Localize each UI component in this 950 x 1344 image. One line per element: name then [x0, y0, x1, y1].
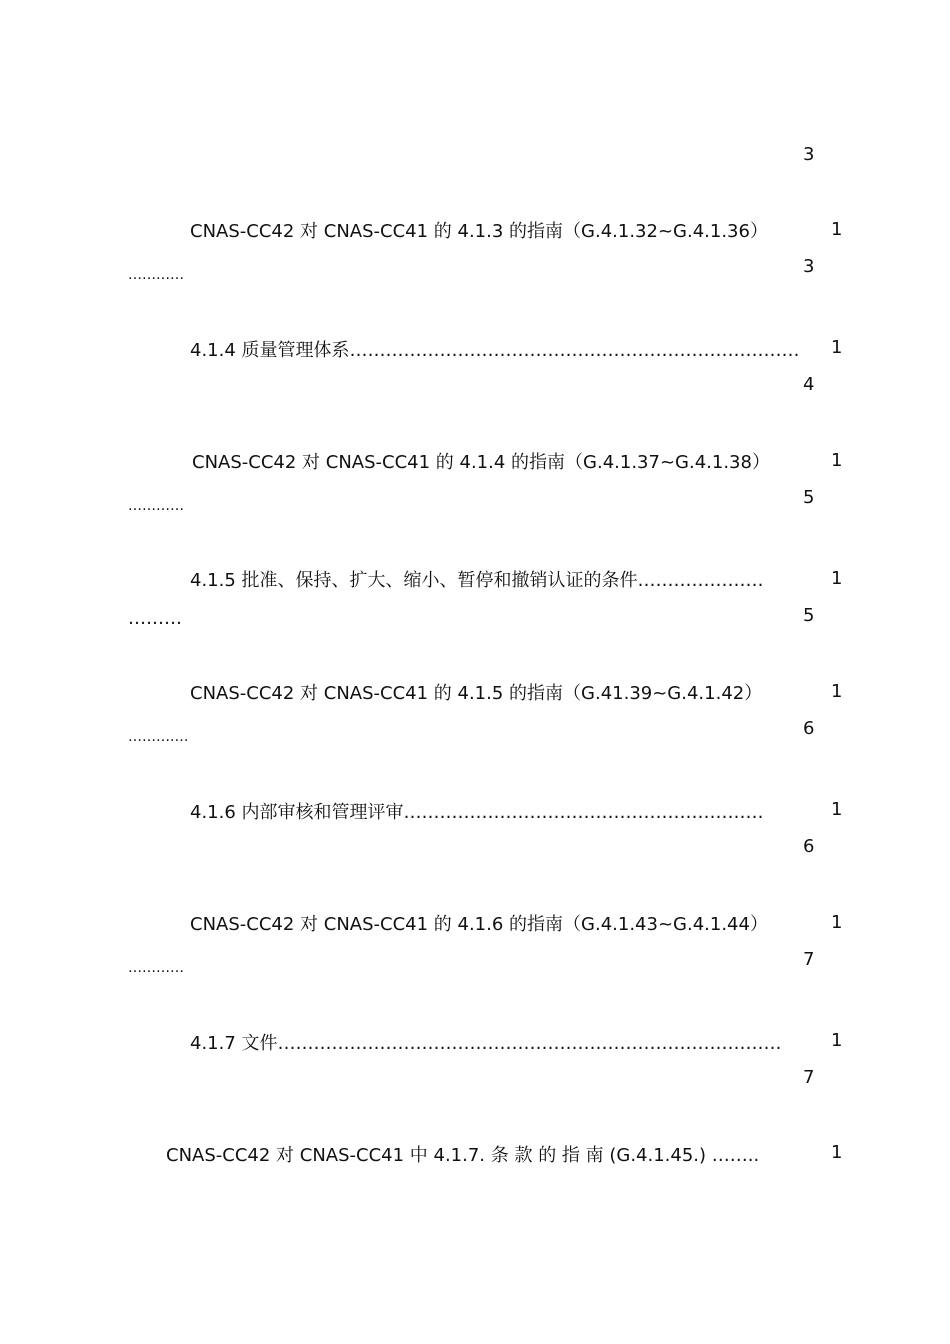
toc-entry-title: 4.1.4 质量管理体系………………………………………………………………… [190, 340, 800, 361]
toc-page-number: 3 [803, 144, 815, 165]
toc-entry-title: CNAS-CC42 对 CNAS-CC41 的 4.1.3 的指南（G.4.1.32~G.4.1.36） [190, 221, 768, 242]
toc-entry-leader: ………… [128, 498, 184, 514]
toc-entry-page-units: 7 [803, 949, 815, 970]
toc-entry-page-units: 4 [803, 374, 815, 395]
toc-entry-page-units: 5 [803, 487, 815, 508]
toc-entry-page-tens: 1 [831, 1142, 843, 1163]
toc-entry-page-tens: 1 [831, 912, 843, 933]
toc-entry-title: CNAS-CC42 对 CNAS-CC41 的 4.1.4 的指南（G.4.1.37~G.4.1.38） [192, 452, 770, 473]
toc-entry-page-units: 7 [803, 1067, 815, 1088]
toc-entry-page-tens: 1 [831, 450, 843, 471]
toc-entry-page-tens: 1 [831, 337, 843, 358]
toc-entry-leader: ……… [128, 608, 182, 629]
toc-entry-page-tens: 1 [831, 1030, 843, 1051]
toc-entry-page-units: 6 [803, 718, 815, 739]
toc-entry-leader: ………… [128, 267, 184, 283]
toc-entry-page-units: 6 [803, 836, 815, 857]
toc-entry-title: 4.1.5 批准、保持、扩大、缩小、暂停和撤销认证的条件………………… [190, 570, 764, 591]
toc-entry-page-tens: 1 [831, 681, 843, 702]
toc-entry-title: CNAS-CC42 对 CNAS-CC41 的 4.1.6 的指南（G.4.1.43~G.4.1.44） [190, 914, 768, 935]
toc-entry-page-units: 3 [803, 256, 815, 277]
toc-entry-leader: ……….… [128, 729, 189, 745]
toc-entry-page-tens: 1 [831, 799, 843, 820]
toc-entry-page-tens: 1 [831, 219, 843, 240]
toc-entry-page-tens: 1 [831, 568, 843, 589]
toc-entry-title: 4.1.6 内部审核和管理评审…………………………………………………… [190, 802, 764, 823]
toc-entry-page-units: 5 [803, 605, 815, 626]
toc-entry-title: CNAS-CC42 对 CNAS-CC41 的 4.1.5 的指南（G.41.39~G.4.1.42） [190, 683, 763, 704]
toc-entry-title: CNAS-CC42 对 CNAS-CC41 中 4.1.7. 条 款 的 指 南 (G.4.1.45.) …….. [166, 1145, 760, 1166]
toc-entry-leader: ………… [128, 960, 184, 976]
toc-entry-title: 4.1.7 文件………………………………………………………………………… [190, 1033, 782, 1054]
